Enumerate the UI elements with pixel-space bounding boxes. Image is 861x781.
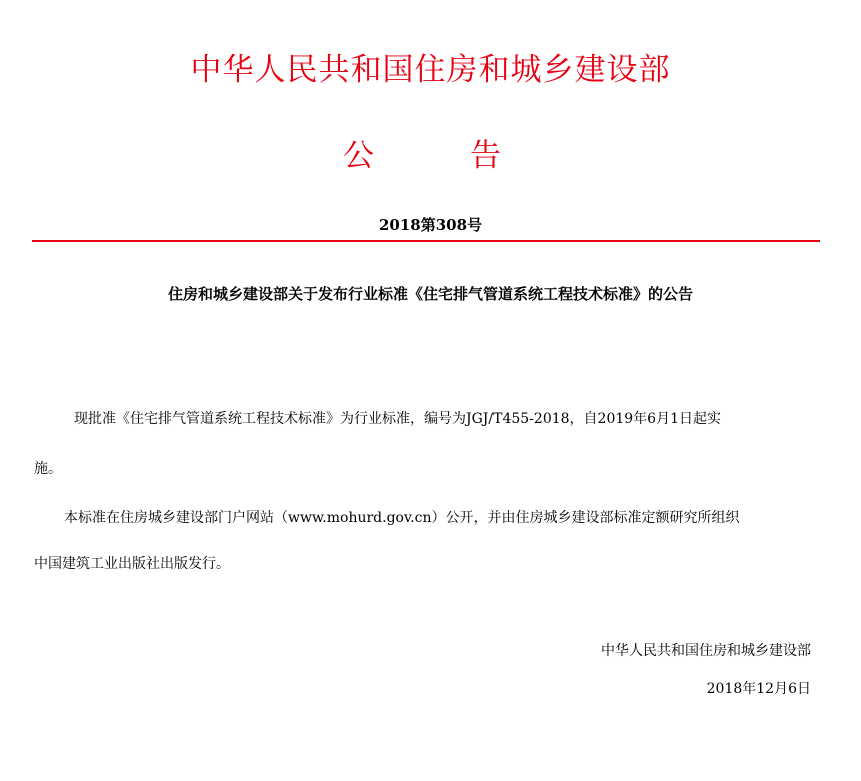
red-divider — [32, 240, 820, 242]
notice-label-left: 公 — [343, 138, 374, 174]
paragraph-1-line-2: 施。 — [34, 461, 62, 477]
paragraph-2-line-1: 本标准在住房城乡建设部门户网站（www.mohurd.gov.cn）公开，并由住房城乡建设部标准定额研究所组织 — [64, 510, 740, 526]
signature-date: 2018年12月6日 — [706, 681, 811, 697]
paragraph-1-line-1: 现批准《住宅排气管道系统工程技术标准》为行业标准，编号为JGJ/T455-2018，自2019年6月1日起实 — [74, 411, 721, 427]
signature-issuer: 中华人民共和国住房和城乡建设部 — [601, 643, 811, 659]
ministry-title: 中华人民共和国住房和城乡建设部 — [190, 52, 671, 88]
announcement-title: 住房和城乡建设部关于发布行业标准《住宅排气管道系统工程技术标准》的公告 — [167, 285, 693, 303]
paragraph-2-line-2: 中国建筑工业出版社出版发行。 — [34, 556, 230, 572]
notice-label-right: 告 — [470, 138, 501, 174]
document-number: 2018第308号 — [378, 216, 483, 234]
